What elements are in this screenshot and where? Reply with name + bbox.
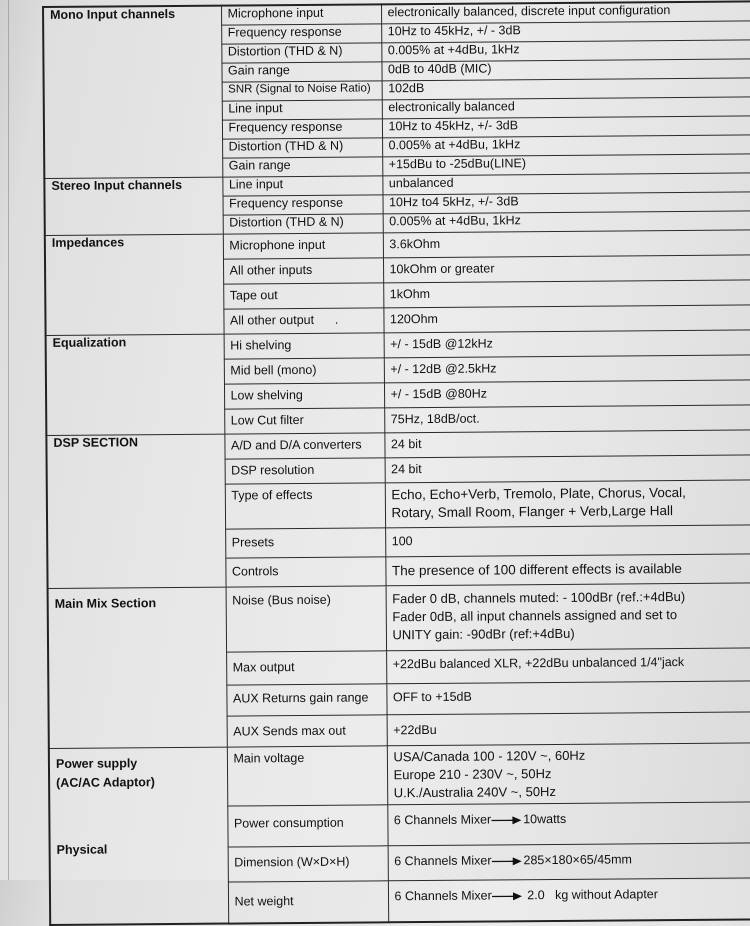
param-value: 0dB to 40dB (MIC) bbox=[381, 59, 750, 81]
param-value: +15dBu to -25dBu(LINE) bbox=[382, 154, 750, 176]
param-value: 10Hz to 45kHz, +/- 3dB bbox=[382, 116, 750, 138]
section-dsp: DSP SECTION bbox=[46, 434, 225, 588]
param-value bbox=[387, 802, 750, 846]
param-label: Line input bbox=[222, 100, 382, 120]
param-value: 75Hz, 18dB/oct. bbox=[384, 405, 750, 433]
section-power-physical bbox=[49, 747, 228, 925]
param-label: Distortion (THD & N) bbox=[223, 214, 383, 234]
param-label: Microphone input bbox=[223, 233, 383, 259]
value-prefix: 6 Channels Mixer bbox=[394, 853, 491, 868]
param-value bbox=[387, 743, 750, 805]
param-label: Hi shelving bbox=[224, 333, 384, 359]
param-label: Microphone input bbox=[221, 4, 381, 25]
param-value bbox=[388, 878, 750, 922]
param-label: Distortion (THD & N) bbox=[222, 138, 382, 158]
value-text: 285×180×65/45mm bbox=[523, 852, 632, 867]
param-label: Max output bbox=[226, 651, 386, 685]
param-value: 10Hz to 45kHz, +/ - 3dB bbox=[381, 21, 750, 43]
param-label: Frequency response bbox=[221, 24, 381, 44]
param-value bbox=[386, 583, 750, 651]
param-label: Dimension (W×D×H) bbox=[228, 846, 388, 882]
param-value: 1kOhm bbox=[383, 280, 750, 308]
param-label: Low Cut filter bbox=[224, 408, 384, 434]
param-label: Presets bbox=[225, 528, 385, 558]
section-title-adaptor: (AC/AC Adaptor) bbox=[56, 775, 221, 791]
section-title-power: Power supply bbox=[56, 756, 221, 772]
param-value: 24 bit bbox=[385, 455, 750, 483]
param-value: The presence of 100 different effects is available bbox=[385, 554, 750, 586]
table-row bbox=[48, 583, 750, 654]
arrow-right-icon bbox=[492, 892, 522, 900]
value-line: Echo, Echo+Verb, Tremolo, Plate, Chorus, Vocal, bbox=[391, 483, 750, 504]
value-line: U.K./Australia 240V ~, 50Hz bbox=[394, 781, 750, 802]
param-value: +/ - 15dB @80Hz bbox=[384, 380, 750, 408]
value-line: USA/Canada 100 - 120V ~, 60Hz bbox=[393, 745, 750, 766]
param-label: Gain range bbox=[222, 157, 382, 177]
param-label: Distortion (THD & N) bbox=[221, 43, 381, 63]
section-title-physical: Physical bbox=[57, 842, 222, 858]
param-label: Main voltage bbox=[227, 746, 387, 806]
param-value: 10Hz to4 5kHz, +/- 3dB bbox=[382, 192, 750, 214]
param-value: 102dB bbox=[382, 78, 750, 100]
section-equalization: Equalization bbox=[46, 334, 225, 435]
param-value bbox=[388, 843, 750, 881]
spec-sheet bbox=[42, 0, 750, 926]
param-label: All other inputs bbox=[223, 258, 383, 284]
param-label: Tape out bbox=[223, 283, 383, 309]
specifications-table bbox=[42, 0, 750, 926]
param-value: +22dBu balanced XLR, +22dBu unbalanced 1/4"jack bbox=[386, 648, 750, 684]
page-edge-shadow bbox=[8, 0, 9, 880]
param-label: Mid bell (mono) bbox=[224, 358, 384, 384]
value-text: 10watts bbox=[523, 812, 566, 826]
value-text: 2.0 kg without Adapter bbox=[524, 887, 658, 902]
param-value: 120Ohm bbox=[383, 305, 750, 333]
param-label: Frequency response bbox=[222, 195, 382, 215]
param-label: A/D and D/A converters bbox=[224, 433, 384, 459]
param-label: AUX Sends max out bbox=[227, 715, 387, 747]
param-value: 10kOhm or greater bbox=[383, 255, 750, 283]
param-value: OFF to +15dB bbox=[386, 681, 750, 715]
param-value: +22dBu bbox=[387, 712, 750, 746]
param-label: Gain range bbox=[221, 62, 381, 82]
value-line: Fader 0 dB, channels muted: - 100dBr (ref.:+4dBu) bbox=[392, 587, 750, 608]
param-value: 0.005% at +4dBu, 1kHz bbox=[383, 211, 750, 233]
param-value: electronically balanced, discrete input configuration bbox=[381, 1, 750, 23]
arrow-right-icon bbox=[491, 816, 521, 824]
param-value: electronically balanced bbox=[382, 97, 750, 119]
param-label: Noise (Bus noise) bbox=[226, 586, 387, 652]
section-impedances: Impedances bbox=[45, 234, 224, 335]
section-stereo-input: Stereo Input channels bbox=[44, 177, 222, 235]
param-label: Net weight bbox=[228, 881, 388, 924]
value-line: Europe 210 - 230V ~, 50Hz bbox=[393, 763, 750, 784]
section-main-mix: Main Mix Section bbox=[48, 587, 227, 748]
param-value: 100 bbox=[385, 525, 750, 557]
param-value: 3.6kOhm bbox=[383, 230, 750, 258]
param-value: 0.005% at +4dBu, 1kHz bbox=[381, 40, 750, 62]
value-prefix: 6 Channels Mixer bbox=[394, 812, 491, 827]
arrow-right-icon bbox=[491, 857, 521, 865]
param-label: Controls bbox=[225, 557, 385, 587]
value-prefix: 6 Channels Mixer bbox=[394, 888, 491, 903]
param-label: Line input bbox=[222, 176, 382, 196]
value-line: Fader 0dB, all input channels assigned and set to bbox=[392, 605, 750, 626]
table-row bbox=[49, 743, 750, 808]
param-label: Low shelving bbox=[224, 383, 384, 409]
section-mono-input: Mono Input channels bbox=[43, 6, 222, 179]
param-value: +/ - 12dB @2.5kHz bbox=[384, 355, 750, 383]
param-label: DSP resolution bbox=[225, 458, 385, 484]
param-value: +/ - 15dB @12kHz bbox=[384, 330, 750, 358]
param-label: All other output . bbox=[223, 308, 383, 334]
param-value bbox=[385, 480, 750, 528]
param-label: SNR (Signal to Noise Ratio) bbox=[222, 81, 382, 101]
param-label: Type of effects bbox=[225, 483, 385, 529]
param-value: 0.005% at +4dBu, 1kHz bbox=[382, 135, 750, 157]
spacer bbox=[56, 790, 221, 843]
param-label: AUX Returns gain range bbox=[226, 684, 386, 716]
value-line: UNITY gain: -90dBr (ref:+4dBu) bbox=[392, 623, 750, 644]
param-label: Power consumption bbox=[227, 805, 387, 847]
param-value: unbalanced bbox=[382, 173, 750, 195]
param-value: 24 bit bbox=[384, 430, 750, 458]
value-line: Rotary, Small Room, Flanger + Verb,Large Hall bbox=[391, 501, 750, 522]
param-label: Frequency response bbox=[222, 119, 382, 139]
